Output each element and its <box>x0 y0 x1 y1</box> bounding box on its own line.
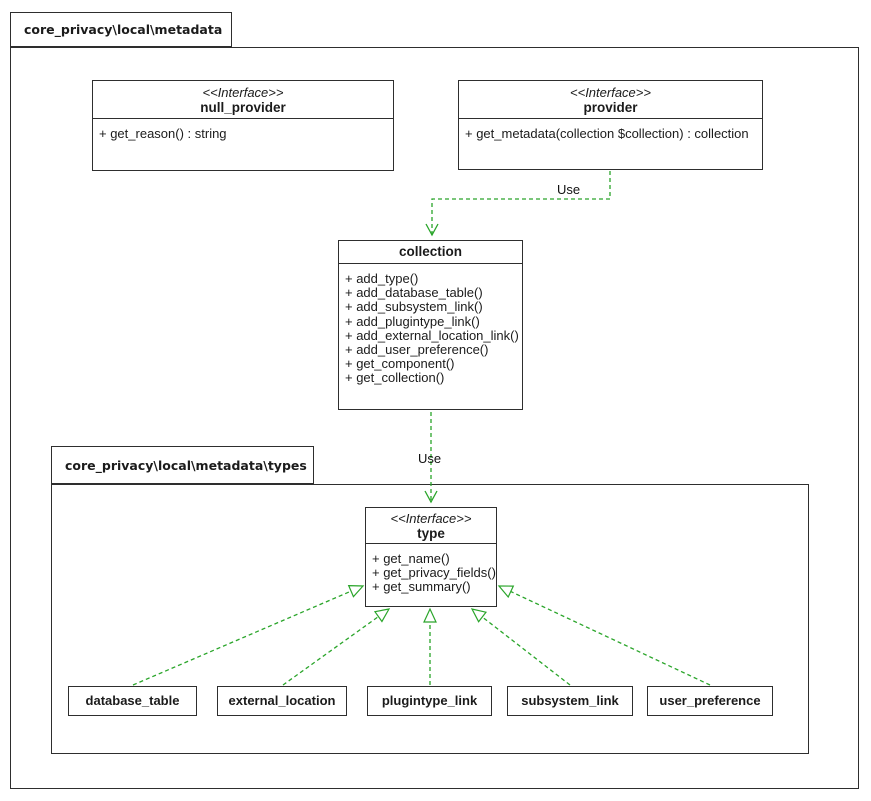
members-compartment <box>339 264 522 394</box>
edge-label-use: Use <box>557 182 581 197</box>
method-label: + get_reason() : string <box>99 126 227 141</box>
package-tab-metadata <box>10 12 232 47</box>
class-box-external-location <box>217 686 347 716</box>
class-box-database-table <box>68 686 197 716</box>
package-title: core_privacy\local\metadata <box>24 22 223 37</box>
method-label: + add_external_location_link() <box>345 327 519 343</box>
method-label: + get_component() <box>345 356 455 372</box>
method-label: + add_database_table() <box>345 285 483 301</box>
method-label: + get_name() <box>372 551 450 566</box>
members-compartment <box>366 544 496 603</box>
class-name: type <box>417 526 445 541</box>
class-header <box>366 508 496 544</box>
class-box-type <box>365 507 497 607</box>
class-box-collection <box>338 240 523 410</box>
class-name: external_location <box>228 693 336 708</box>
class-box-provider <box>458 80 763 170</box>
class-box-plugintype-link <box>367 686 492 716</box>
class-box-subsystem-link <box>507 686 633 716</box>
class-box-user-preference <box>647 686 773 716</box>
method-label: + get_collection() <box>345 370 445 386</box>
class-name: user_preference <box>659 693 761 708</box>
members-compartment <box>93 119 393 149</box>
method-label: + get_summary() <box>372 579 471 595</box>
stereotype-label: <<Interface>> <box>390 511 472 526</box>
class-name: collection <box>339 241 522 264</box>
class-box-null-provider <box>92 80 394 171</box>
class-header <box>459 81 762 119</box>
edge-label-use: Use <box>418 451 442 466</box>
method-label: + add_user_preference() <box>345 342 489 358</box>
stereotype-label: <<Interface>> <box>202 85 284 100</box>
method-label: + add_subsystem_link() <box>345 299 483 315</box>
class-header <box>93 81 393 119</box>
class-name: subsystem_link <box>521 693 619 708</box>
class-name: plugintype_link <box>381 693 478 708</box>
package-tab-metadata-types <box>51 446 314 484</box>
method-label: + get_metadata(collection $collection) : collection <box>465 126 749 141</box>
class-name: provider <box>583 100 638 115</box>
stereotype-label: <<Interface>> <box>570 85 651 100</box>
package-title: core_privacy\local\metadata\types <box>65 457 307 473</box>
class-name: database_table <box>85 693 180 708</box>
method-label: + get_privacy_fields() <box>372 565 496 581</box>
method-label: + add_type() <box>345 271 419 286</box>
method-label: + add_plugintype_link() <box>345 313 480 329</box>
members-compartment <box>459 119 762 149</box>
class-name: null_provider <box>200 100 286 115</box>
